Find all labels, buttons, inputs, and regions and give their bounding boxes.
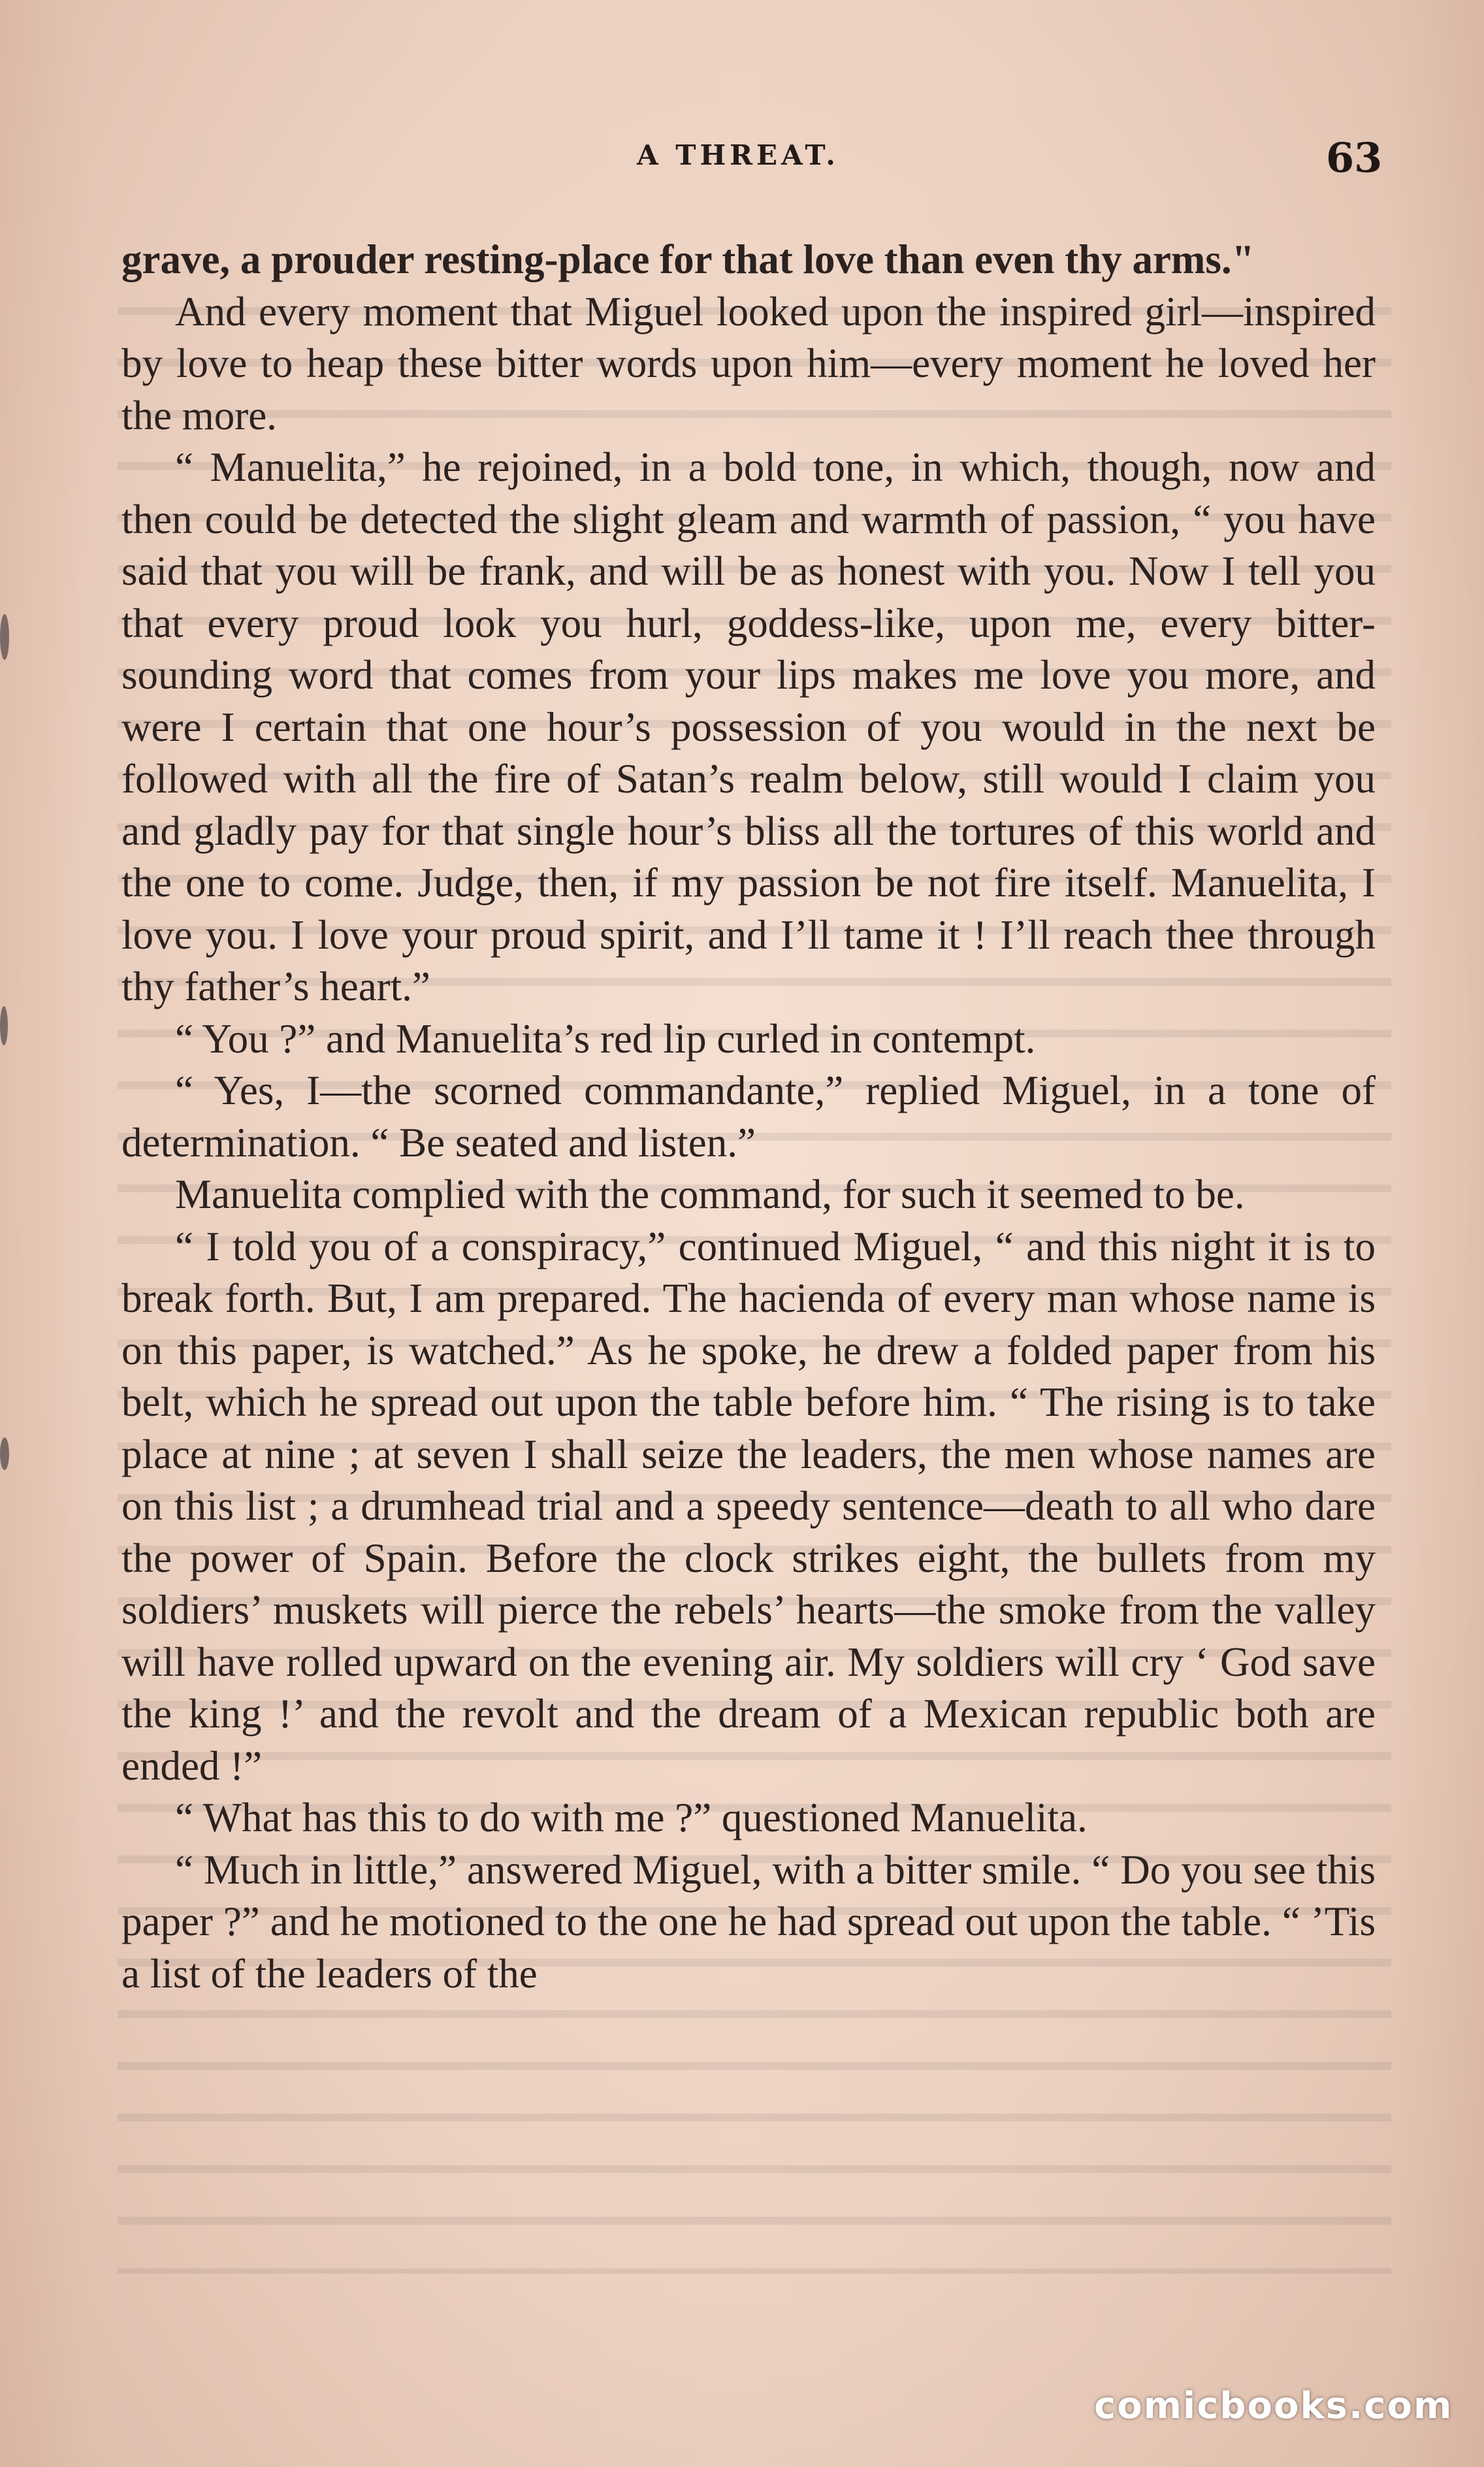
paragraph: Manuelita complied with the command, for such it seemed to be. bbox=[175, 1171, 1245, 1217]
paragraph: “ Manuelita,” he rejoined, in a bold tone, in which, though, now and then could be detected the slight gleam and warmth of passion, “ you have said that you will be frank, and will be as honest with you. Now I tell you that every proud look you hurl, goddess-like, upon me, every bitter-sounding word that comes from your lips makes me love you more, and were I certain that one hour’s possession of you would in the next be followed with all the fire of Satan’s realm below, still would I claim you and gladly pay for that single hour’s bliss all the tortures of this world and the one to come. Judge, then, if my passion be not fire itself. Manuelita, I love you. I love your proud spirit, and I’ll tame it ! I’ll reach thee through thy father’s heart.” bbox=[121, 444, 1376, 1009]
paragraph: grave, a prouder resting-place for that love than even thy arms." bbox=[121, 237, 1255, 282]
paragraph: “ I told you of a conspiracy,” continued Miguel, “ and this night it is to break forth. But, I am prepared. The hacienda of every man whose name is on this paper, is watched.” As he spoke, he drew a folded paper from his belt, which he spread out upon the table before him. “ The rising is to take place at nine ; at seven I shall seize the leaders, the men whose names are on this list ; a drumhead trial and a speedy sentence—death to all who dare the power of Spain. Before the clock strikes eight, the bullets from my soldiers’ muskets will pierce the rebels’ hearts—the smoke from the valley will have rolled upward on the evening air. My soldiers will cry ‘ God save the king !’ and the revolt and the dream of a Mexican republic both are ended !” bbox=[121, 1223, 1376, 1789]
page-number: 63 bbox=[1326, 134, 1383, 182]
binding-mark bbox=[0, 614, 9, 660]
running-head bbox=[0, 134, 1484, 186]
paragraph: “ Much in little,” answered Miguel, with a bitter smile. “ Do you see this paper ?” and he motioned to the one he had spread out upon the table. “ ’Tis a list of the leaders of the bbox=[121, 1846, 1376, 1997]
binding-mark bbox=[0, 1006, 8, 1045]
binding-mark bbox=[0, 1437, 9, 1470]
paragraph: “ What has this to do with me ?” questioned Manuelita. bbox=[175, 1795, 1088, 1840]
paragraph: And every moment that Miguel looked upon the inspired girl—inspired by love to heap these bitter words upon him—every moment he loved her the more. bbox=[121, 288, 1376, 438]
watermark: comicbooks.com bbox=[1094, 2385, 1453, 2427]
chapter-title: A THREAT. bbox=[637, 139, 839, 171]
paragraph: “ Yes, I—the scorned commandante,” replied Miguel, in a tone of determination. “ Be seated and listen.” bbox=[121, 1068, 1376, 1166]
body-text bbox=[121, 234, 1376, 2000]
paragraph: “ You ?” and Manuelita’s red lip curled in contempt. bbox=[175, 1015, 1036, 1062]
